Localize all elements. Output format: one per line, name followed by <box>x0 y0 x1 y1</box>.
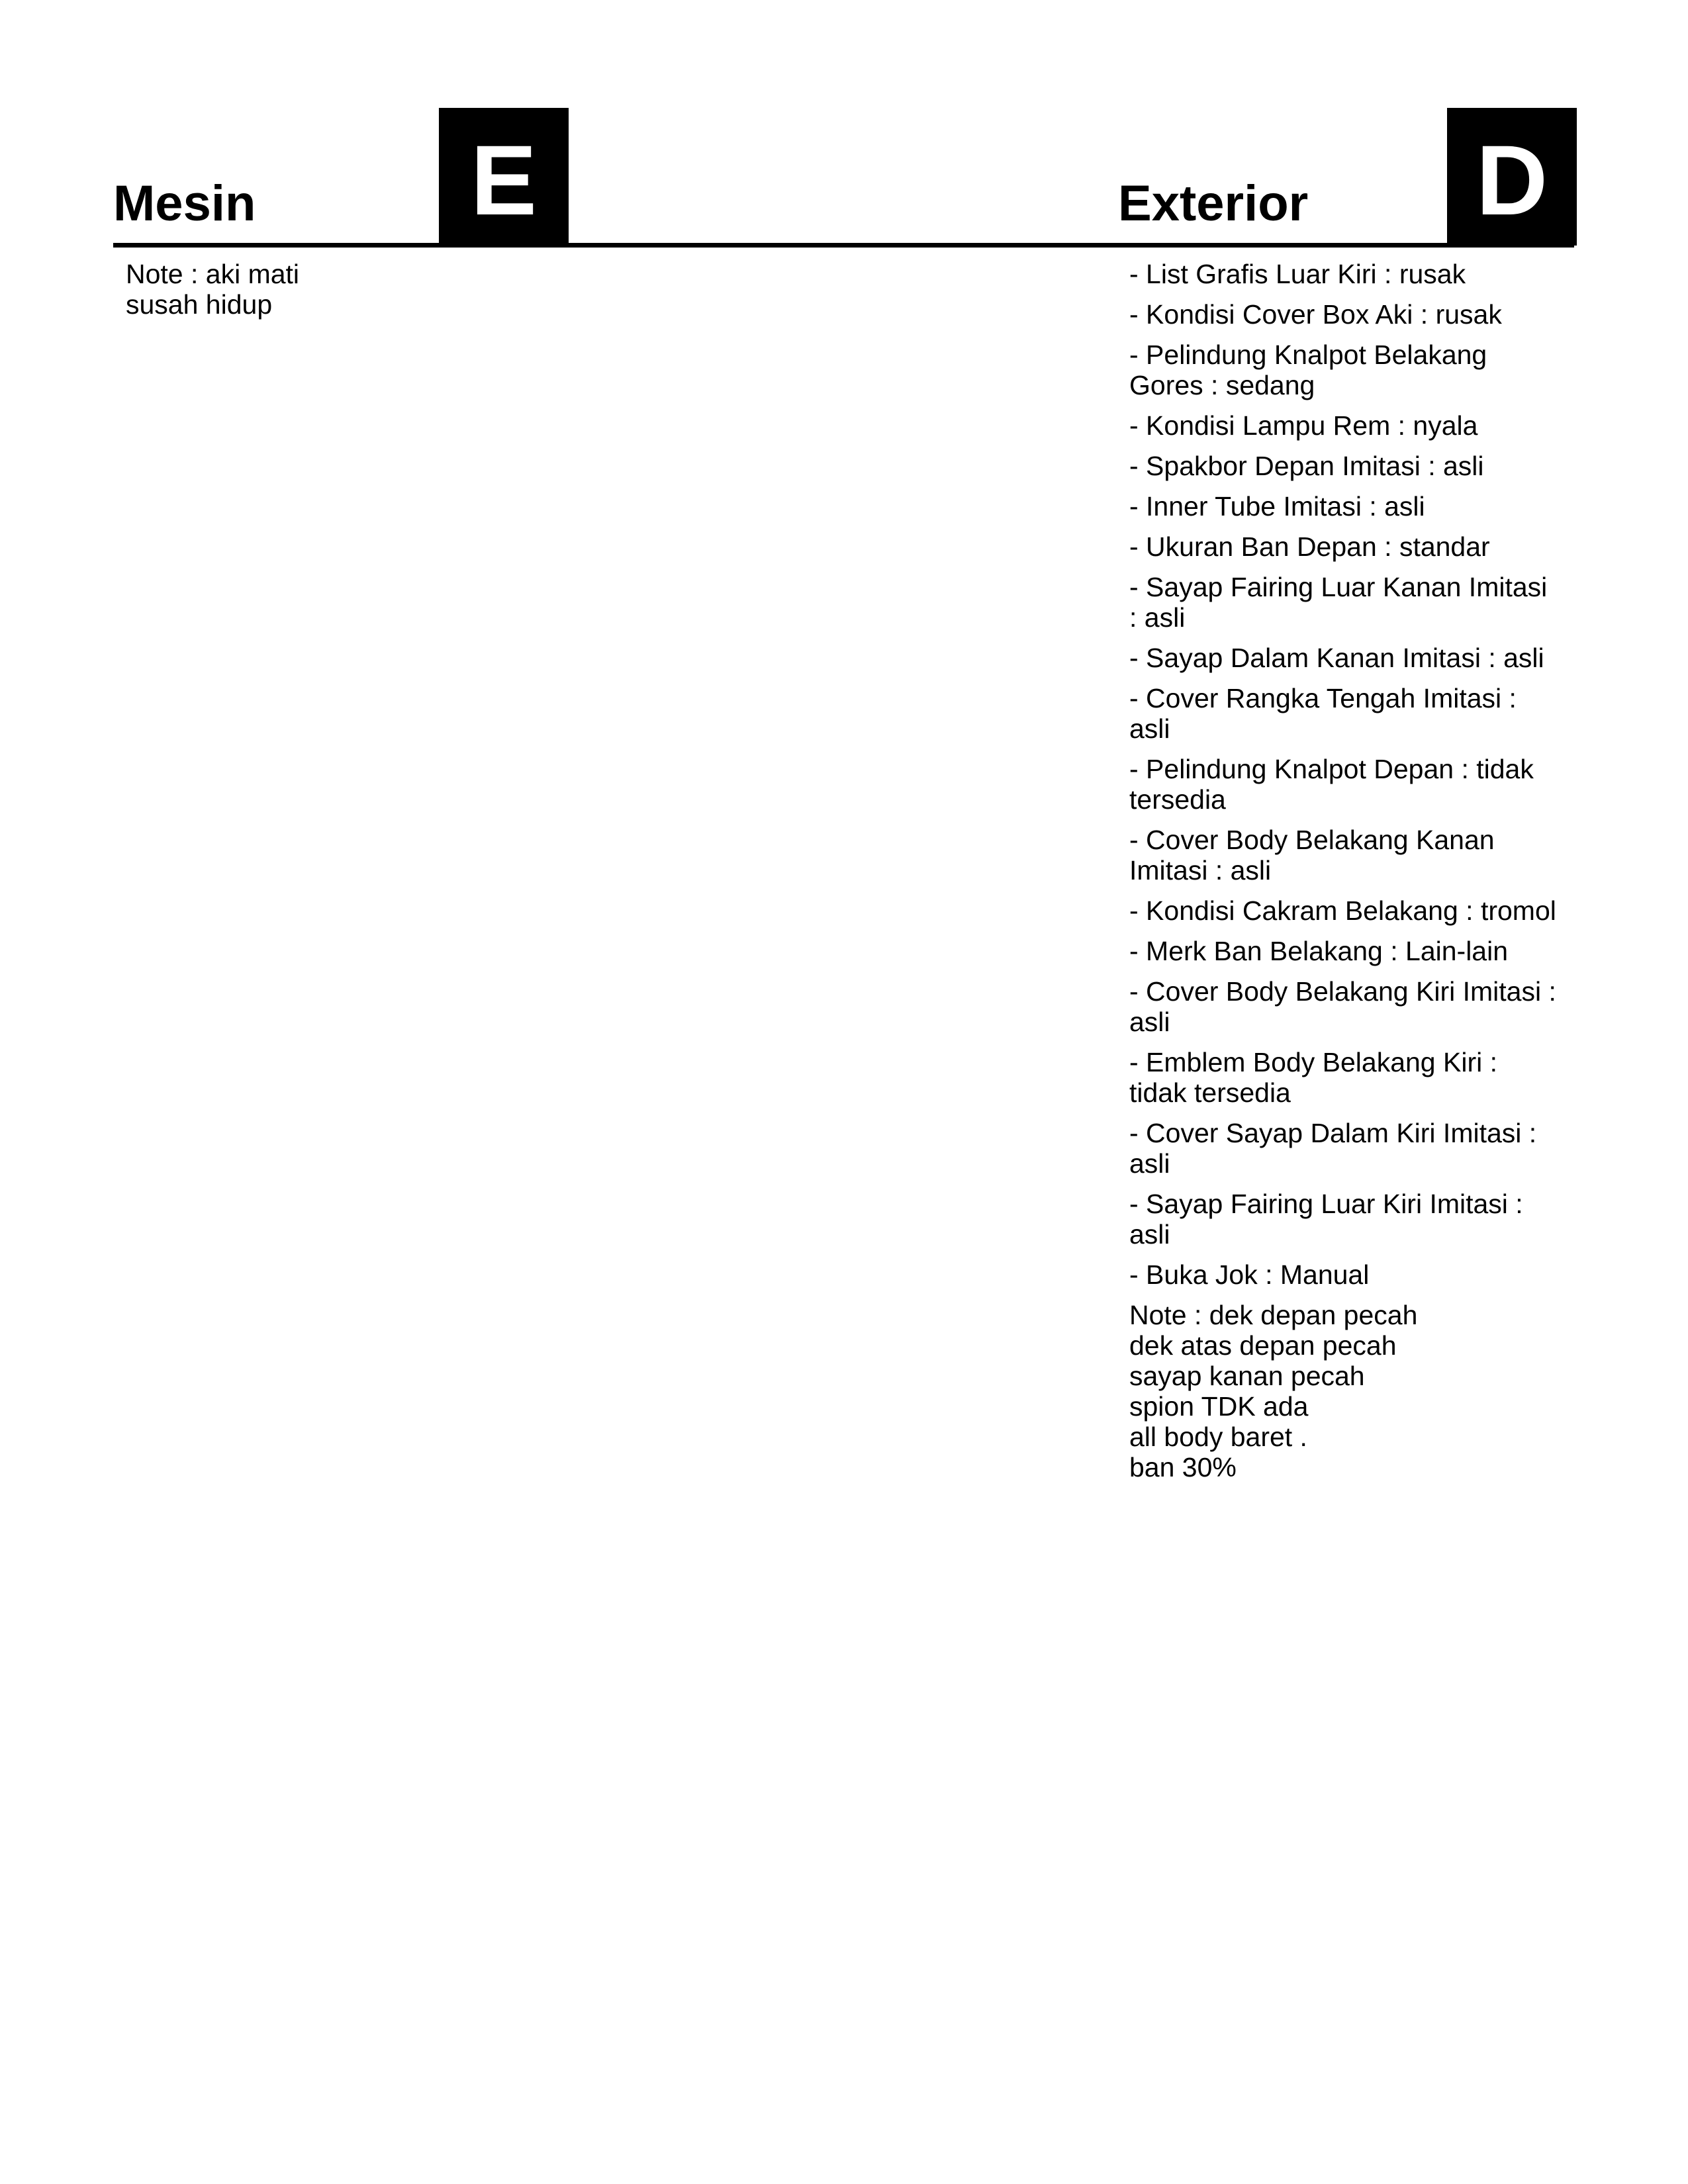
exterior-item: - Pelindung Knalpot Depan : tidak tersedia <box>1129 754 1534 815</box>
exterior-item: - Emblem Body Belakang Kiri : tidak tersedia <box>1129 1047 1498 1108</box>
exterior-item-list <box>1129 259 1560 1492</box>
exterior-item: - Sayap Fairing Luar Kanan Imitasi : asli <box>1129 572 1548 633</box>
exterior-item: - Ukuran Ban Depan : standar <box>1129 531 1490 562</box>
exterior-item: - Buka Jok : Manual <box>1129 1259 1370 1290</box>
mesin-note: Note : aki mati susah hidup <box>126 259 300 320</box>
header-divider <box>113 243 1574 248</box>
exterior-item: - Spakbor Depan Imitasi : asli <box>1129 451 1484 481</box>
exterior-item: - Sayap Fairing Luar Kiri Imitasi : asli <box>1129 1189 1523 1250</box>
exterior-item: - Sayap Dalam Kanan Imitasi : asli <box>1129 643 1544 673</box>
exterior-item: - Cover Rangka Tengah Imitasi : asli <box>1129 683 1517 744</box>
exterior-item: - List Grafis Luar Kiri : rusak <box>1129 259 1466 289</box>
exterior-note: Note : dek depan pecah dek atas depan pecah sayap kanan pecah spion TDK ada all body baret . ban 30% <box>1129 1300 1418 1482</box>
grade-badge-exterior: D <box>1447 108 1577 246</box>
exterior-item: - Inner Tube Imitasi : asli <box>1129 491 1425 522</box>
exterior-item: - Merk Ban Belakang : Lain-lain <box>1129 936 1509 966</box>
section-title-mesin: Mesin <box>113 175 256 232</box>
section-title-exterior: Exterior <box>1118 175 1309 232</box>
exterior-item: - Kondisi Cover Box Aki : rusak <box>1129 299 1502 330</box>
exterior-item: - Cover Body Belakang Kanan Imitasi : asli <box>1129 825 1495 886</box>
exterior-item: - Kondisi Lampu Rem : nyala <box>1129 410 1478 441</box>
grade-badge-mesin: E <box>439 108 569 246</box>
exterior-item: - Kondisi Cakram Belakang : tromol <box>1129 895 1556 926</box>
exterior-item: - Pelindung Knalpot Belakang Gores : sedang <box>1129 340 1487 400</box>
exterior-item: - Cover Sayap Dalam Kiri Imitasi : asli <box>1129 1118 1537 1179</box>
exterior-item: - Cover Body Belakang Kiri Imitasi : asli <box>1129 976 1556 1037</box>
